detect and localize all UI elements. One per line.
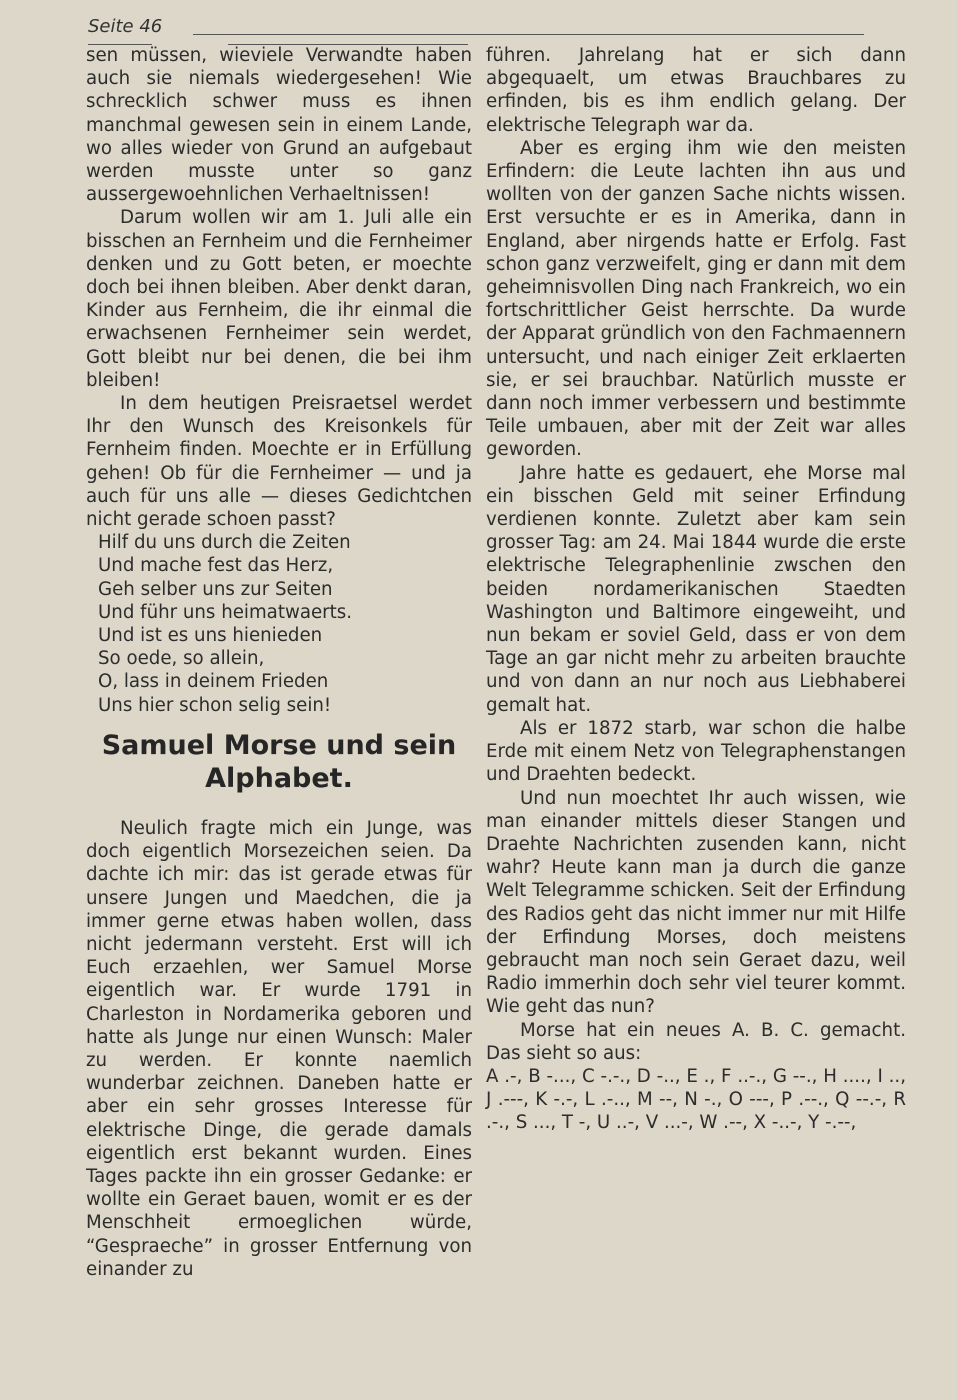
paragraph: Aber es erging ihm wie den meisten Erfindern: die Leute lachten ihn aus und wollten von der ganzen Sache nichts wissen. Erst versuchte er es in Amerika, dann in England, aber nirgends hatte er Erfolg. Fast schon ganz verzweifelt, ging er dann mit dem geheimnisvollen Ding nach Frankreich, wo ein fortschrittlicher Geist herrschte. Da wurde der Apparat gründlich von den Fachmaennern untersucht, und nach einiger Zeit erklaerten sie, er sei brauchbar. Natürlich musste er dann noch immer verbessern und bestimmte Teile umbauen, aber mit der Zeit war alles geworden. (486, 137, 906, 461)
poem-line: Und führ uns heimatwaerts. (98, 601, 353, 623)
page-number: Seite 46 (88, 16, 163, 37)
header-rule-top (193, 34, 864, 35)
poem-line: O, lass in deinem Frieden (98, 671, 329, 693)
paragraph: In dem heutigen Preisraetsel werdet Ihr den Wunsch des Kreisonkels für Fernheim finden. Moechte er in Erfüllung gehen! Ob für die Fernheimer — und ja auch für uns alle — dieses Gedichtchen nicht gerade schoen passt? (86, 393, 472, 531)
right-column (486, 44, 906, 1135)
morse-alphabet: A .-, B -..., C -.-., D -.., E ., F ..-., G --., H ...., I .., J .---, K -.-, L .-.., M --, N -., O ---, P .--., Q --.-, R .-., S ..., T -, U ..-, V ...-, W .--, X -..-, Y -.--, (486, 1065, 906, 1134)
paragraph: Als er 1872 starb, war schon die halbe Erde mit einem Netz von Telegraphenstangen und Draehten bedeckt. (486, 717, 906, 786)
article-heading: Samuel Morse und sein Alphabet. (101, 729, 457, 794)
paragraph: Morse hat ein neues A. B. C. gemacht. Das sieht so aus: (486, 1019, 906, 1064)
page-header (88, 14, 864, 46)
poem-line: So oede, so allein, (98, 648, 265, 670)
paragraph: Und nun moechtet Ihr auch wissen, wie man einander mittels dieser Stangen und Draehte Nachrichten zusenden kann, nicht wahr? Heute kann man ja durch die ganze Welt Telegramme schicken. Seit der Erfindung des Radios geht das nicht immer nur mit Hilfe der Erfindung Morses, doch meistens gebraucht man noch sein Geraet dazu, weil Radio immerhin doch sehr viel teurer kommt. Wie geht das nun? (486, 787, 906, 1018)
poem-line: Hilf du uns durch die Zeiten (98, 532, 351, 554)
poem-line: Geh selber uns zur Seiten (98, 578, 333, 600)
poem (98, 531, 472, 717)
left-column (86, 44, 472, 1281)
paragraph: sen müssen, wieviele Verwandte haben auch sie niemals wiedergesehen! Wie schrecklich schwer muss es ihnen manchmal gewesen sein in einem Lande, wo alles wieder von Grund an aufgebaut werden musste unter so ganz aussergewoehnlichen Verhaeltnissen! (86, 45, 472, 206)
paragraph: Darum wollen wir am 1. Juli alle ein bisschen an Fernheim und die Fernheimer denken und zu Gott beten, er moechte doch bei ihnen bleiben. Aber denkt daran, Kinder aus Fernheim, die ihr einmal die erwachsenen Fernheimer sein werdet, Gott bleibt nur bei denen, die bei ihm bleiben! (86, 207, 472, 391)
paragraph: Neulich fragte mich ein Junge, was doch eigentlich Morsezeichen seien. Da dachte ich mir: das ist gerade etwas für unsere Jungen und Maedchen, die ja immer gerne etwas haben wollen, dass nicht jedermann versteht. Erst will ich Euch erzaehlen, wer Samuel Morse eigentlich war. Er wurde 1791 in Charleston in Nordamerika geboren und hatte als Junge nur einen Wunsch: Maler zu werden. Er konnte naemlich wunderbar zeichnen. Daneben hatte er aber ein sehr grosses Interesse für elektrische Dinge, die gerade damals eigentlich erst bekannt wurden. Eines Tages packte ihn ein grosser Gedanke: er wollte ein Geraet bauen, womit er es der Menschheit ermoeglichen würde, “Gespraeche” in grosser Entfernung von einander zu (86, 817, 472, 1280)
poem-line: Uns hier schon selig sein! (98, 694, 332, 716)
poem-line: Und mache fest das Herz, (98, 555, 334, 577)
paragraph: Jahre hatte es gedauert, ehe Morse mal ein bisschen Geld mit seiner Erfindung verdienen konnte. Zuletzt aber kam sein grosser Tag: am 24. Mai 1844 wurde die erste elektrische Telegraphenlinie zwschen den beiden nordamerikanischen Staedten Washington und Baltimore eingeweiht, und nun bekam er soviel Geld, dass er von dem Tage an gar nicht mehr zu arbeiten brauchte und von dann an nur noch aus Liebhaberei gemalt hat. (486, 462, 906, 716)
paragraph: führen. Jahrelang hat er sich dann abgequaelt, um etwas Brauchbares zu erfinden, bis es ihm endlich gelang. Der elektrische Telegraph war da. (486, 45, 906, 136)
poem-line: Und ist es uns hienieden (98, 625, 323, 647)
